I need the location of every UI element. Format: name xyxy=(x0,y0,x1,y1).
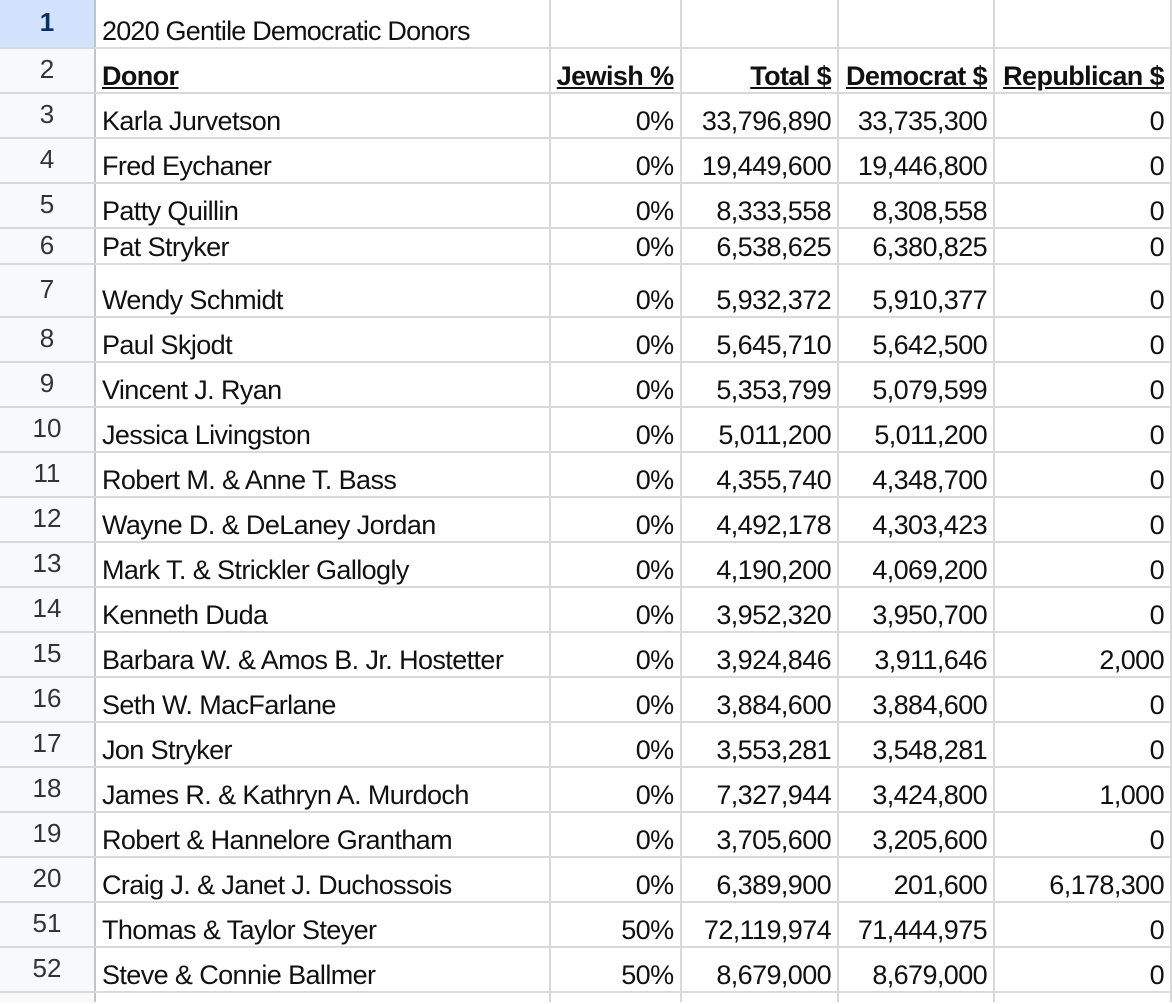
total-cell[interactable]: 4,190,200 xyxy=(681,542,839,587)
header-democrat[interactable]: Democrat $ xyxy=(838,48,994,93)
row-header[interactable]: 19 xyxy=(0,812,95,857)
republican-cell[interactable]: 0 xyxy=(994,497,1171,542)
republican-cell[interactable]: 0 xyxy=(994,93,1171,138)
republican-cell[interactable]: 0 xyxy=(994,138,1171,183)
democrat-cell[interactable]: 201,600 xyxy=(838,857,994,902)
donor-cell[interactable]: Robert & Hannelore Grantham xyxy=(95,812,550,857)
jewish-pct-cell[interactable]: 0% xyxy=(550,857,681,902)
total-cell[interactable]: 3,952,320 xyxy=(681,587,839,632)
row-header[interactable]: 2 xyxy=(0,48,95,93)
cell[interactable] xyxy=(994,992,1171,1002)
row-header[interactable]: 3 xyxy=(0,93,95,138)
donor-cell[interactable]: Craig J. & Janet J. Duchossois xyxy=(95,857,550,902)
jewish-pct-cell[interactable]: 0% xyxy=(550,632,681,677)
total-cell[interactable]: 8,679,000 xyxy=(681,947,839,992)
table-row xyxy=(0,362,1171,407)
republican-cell[interactable]: 0 xyxy=(994,317,1171,362)
table-row xyxy=(0,632,1171,677)
row-header[interactable] xyxy=(0,992,95,1002)
total-cell[interactable]: 3,553,281 xyxy=(681,722,839,767)
jewish-pct-cell[interactable]: 0% xyxy=(550,317,681,362)
title-row xyxy=(0,0,1171,48)
row-header[interactable]: 4 xyxy=(0,138,95,183)
row-header[interactable]: 1 xyxy=(0,0,95,48)
cell[interactable] xyxy=(550,992,681,1002)
donor-cell[interactable]: Barbara W. & Amos B. Jr. Hostetter xyxy=(95,632,550,677)
donor-cell[interactable]: Pat Stryker xyxy=(95,228,550,264)
row-header[interactable]: 13 xyxy=(0,542,95,587)
donor-cell[interactable]: Seth W. MacFarlane xyxy=(95,677,550,722)
republican-cell[interactable]: 0 xyxy=(994,228,1171,264)
republican-cell[interactable]: 0 xyxy=(994,452,1171,497)
table-row xyxy=(0,93,1171,138)
table-row xyxy=(0,812,1171,857)
jewish-pct-cell[interactable]: 0% xyxy=(550,183,681,228)
row-header[interactable]: 8 xyxy=(0,317,95,362)
donor-cell[interactable]: Jessica Livingston xyxy=(95,407,550,452)
row-header[interactable]: 7 xyxy=(0,264,95,317)
jewish-pct-cell[interactable]: 0% xyxy=(550,93,681,138)
democrat-cell[interactable]: 33,735,300 xyxy=(838,93,994,138)
donor-cell[interactable]: Steve & Connie Ballmer xyxy=(95,947,550,992)
sheet-title-cell[interactable]: 2020 Gentile Democratic Donors xyxy=(95,0,550,48)
democrat-cell[interactable]: 3,884,600 xyxy=(838,677,994,722)
republican-cell[interactable]: 0 xyxy=(994,812,1171,857)
header-jewish-pct[interactable]: Jewish % xyxy=(550,48,681,93)
donor-cell[interactable]: Jon Stryker xyxy=(95,722,550,767)
donor-cell[interactable]: James R. & Kathryn A. Murdoch xyxy=(95,767,550,812)
republican-cell[interactable]: 0 xyxy=(994,947,1171,992)
democrat-cell[interactable]: 3,548,281 xyxy=(838,722,994,767)
donor-cell[interactable]: Robert M. & Anne T. Bass xyxy=(95,452,550,497)
democrat-cell[interactable]: 3,950,700 xyxy=(838,587,994,632)
republican-cell[interactable]: 2,000 xyxy=(994,632,1171,677)
cell[interactable] xyxy=(994,0,1171,48)
total-cell[interactable]: 3,705,600 xyxy=(681,812,839,857)
total-cell[interactable]: 6,389,900 xyxy=(681,857,839,902)
jewish-pct-cell[interactable]: 0% xyxy=(550,264,681,317)
republican-cell[interactable]: 0 xyxy=(994,264,1171,317)
democrat-cell[interactable]: 3,424,800 xyxy=(838,767,994,812)
row-header[interactable]: 14 xyxy=(0,587,95,632)
democrat-cell[interactable]: 4,348,700 xyxy=(838,452,994,497)
table-row xyxy=(0,452,1171,497)
total-cell[interactable]: 72,119,974 xyxy=(681,902,839,947)
table-row xyxy=(0,407,1171,452)
donor-cell[interactable]: Thomas & Taylor Steyer xyxy=(95,902,550,947)
total-cell[interactable]: 5,932,372 xyxy=(681,264,839,317)
cell[interactable] xyxy=(550,0,681,48)
total-cell[interactable]: 33,796,890 xyxy=(681,93,839,138)
table-row xyxy=(0,138,1171,183)
democrat-cell[interactable]: 8,308,558 xyxy=(838,183,994,228)
donor-cell[interactable]: Paul Skjodt xyxy=(95,317,550,362)
row-header[interactable]: 16 xyxy=(0,677,95,722)
democrat-cell[interactable]: 4,303,423 xyxy=(838,497,994,542)
republican-cell[interactable]: 0 xyxy=(994,587,1171,632)
table-row xyxy=(0,947,1171,992)
row-header[interactable]: 15 xyxy=(0,632,95,677)
total-cell[interactable]: 8,333,558 xyxy=(681,183,839,228)
header-donor[interactable]: Donor xyxy=(95,48,550,93)
democrat-cell[interactable]: 19,446,800 xyxy=(838,138,994,183)
row-header[interactable]: 10 xyxy=(0,407,95,452)
total-cell[interactable]: 3,924,846 xyxy=(681,632,839,677)
jewish-pct-cell[interactable]: 0% xyxy=(550,722,681,767)
table-row xyxy=(0,317,1171,362)
row-header[interactable]: 52 xyxy=(0,947,95,992)
table-row xyxy=(0,902,1171,947)
row-header[interactable]: 51 xyxy=(0,902,95,947)
total-cell[interactable]: 3,884,600 xyxy=(681,677,839,722)
donor-cell[interactable]: Mark T. & Strickler Gallogly xyxy=(95,542,550,587)
total-cell[interactable]: 4,355,740 xyxy=(681,452,839,497)
total-cell[interactable]: 5,011,200 xyxy=(681,407,839,452)
donor-cell[interactable]: Patty Quillin xyxy=(95,183,550,228)
total-cell[interactable]: 7,327,944 xyxy=(681,767,839,812)
total-cell[interactable]: 4,492,178 xyxy=(681,497,839,542)
democrat-cell[interactable]: 5,079,599 xyxy=(838,362,994,407)
democrat-cell[interactable]: 5,642,500 xyxy=(838,317,994,362)
jewish-pct-cell[interactable]: 50% xyxy=(550,902,681,947)
cell[interactable] xyxy=(95,992,550,1002)
header-total[interactable]: Total $ xyxy=(681,48,839,93)
republican-cell[interactable]: 0 xyxy=(994,677,1171,722)
jewish-pct-cell[interactable]: 0% xyxy=(550,407,681,452)
republican-cell[interactable]: 0 xyxy=(994,542,1171,587)
jewish-pct-cell[interactable]: 0% xyxy=(550,138,681,183)
table-row-partial xyxy=(0,992,1171,1002)
table-row xyxy=(0,542,1171,587)
donor-cell[interactable]: Kenneth Duda xyxy=(95,587,550,632)
jewish-pct-cell[interactable]: 0% xyxy=(550,362,681,407)
row-header[interactable]: 17 xyxy=(0,722,95,767)
table-row xyxy=(0,587,1171,632)
republican-cell[interactable]: 6,178,300 xyxy=(994,857,1171,902)
row-header[interactable]: 11 xyxy=(0,452,95,497)
republican-cell[interactable]: 0 xyxy=(994,183,1171,228)
row-header[interactable]: 5 xyxy=(0,183,95,228)
row-header[interactable]: 6 xyxy=(0,228,95,264)
jewish-pct-cell[interactable]: 0% xyxy=(550,677,681,722)
democrat-cell[interactable]: 3,911,646 xyxy=(838,632,994,677)
row-header[interactable]: 18 xyxy=(0,767,95,812)
republican-cell[interactable]: 1,000 xyxy=(994,767,1171,812)
jewish-pct-cell[interactable]: 0% xyxy=(550,497,681,542)
table-row xyxy=(0,497,1171,542)
jewish-pct-cell[interactable]: 0% xyxy=(550,587,681,632)
democrat-cell[interactable]: 71,444,975 xyxy=(838,902,994,947)
table-row xyxy=(0,722,1171,767)
democrat-cell[interactable]: 5,011,200 xyxy=(838,407,994,452)
row-header[interactable]: 9 xyxy=(0,362,95,407)
table-row xyxy=(0,228,1171,264)
total-cell[interactable]: 6,538,625 xyxy=(681,228,839,264)
header-republican[interactable]: Republican $ xyxy=(994,48,1171,93)
jewish-pct-cell[interactable]: 0% xyxy=(550,542,681,587)
democrat-cell[interactable]: 5,910,377 xyxy=(838,264,994,317)
jewish-pct-cell[interactable]: 0% xyxy=(550,812,681,857)
cell[interactable] xyxy=(681,0,839,48)
democrat-cell[interactable]: 4,069,200 xyxy=(838,542,994,587)
header-row xyxy=(0,48,1171,93)
table-row xyxy=(0,767,1171,812)
table-row xyxy=(0,677,1171,722)
total-cell[interactable]: 19,449,600 xyxy=(681,138,839,183)
republican-cell[interactable]: 0 xyxy=(994,902,1171,947)
cell[interactable] xyxy=(838,992,994,1002)
table-row xyxy=(0,183,1171,228)
donor-cell[interactable]: Wendy Schmidt xyxy=(95,264,550,317)
democrat-cell[interactable]: 8,679,000 xyxy=(838,947,994,992)
democrat-cell[interactable]: 3,205,600 xyxy=(838,812,994,857)
jewish-pct-cell[interactable]: 50% xyxy=(550,947,681,992)
republican-cell[interactable]: 0 xyxy=(994,362,1171,407)
republican-cell[interactable]: 0 xyxy=(994,722,1171,767)
donor-cell[interactable]: Karla Jurvetson xyxy=(95,93,550,138)
table-row xyxy=(0,857,1171,902)
total-cell[interactable]: 5,645,710 xyxy=(681,317,839,362)
jewish-pct-cell[interactable]: 0% xyxy=(550,767,681,812)
jewish-pct-cell[interactable]: 0% xyxy=(550,228,681,264)
total-cell[interactable]: 5,353,799 xyxy=(681,362,839,407)
row-header[interactable]: 12 xyxy=(0,497,95,542)
table-row xyxy=(0,264,1171,317)
cell[interactable] xyxy=(838,0,994,48)
republican-cell[interactable]: 0 xyxy=(994,407,1171,452)
row-header[interactable]: 20 xyxy=(0,857,95,902)
donor-cell[interactable]: Vincent J. Ryan xyxy=(95,362,550,407)
cell[interactable] xyxy=(681,992,839,1002)
jewish-pct-cell[interactable]: 0% xyxy=(550,452,681,497)
donor-cell[interactable]: Fred Eychaner xyxy=(95,138,550,183)
democrat-cell[interactable]: 6,380,825 xyxy=(838,228,994,264)
donor-cell[interactable]: Wayne D. & DeLaney Jordan xyxy=(95,497,550,542)
